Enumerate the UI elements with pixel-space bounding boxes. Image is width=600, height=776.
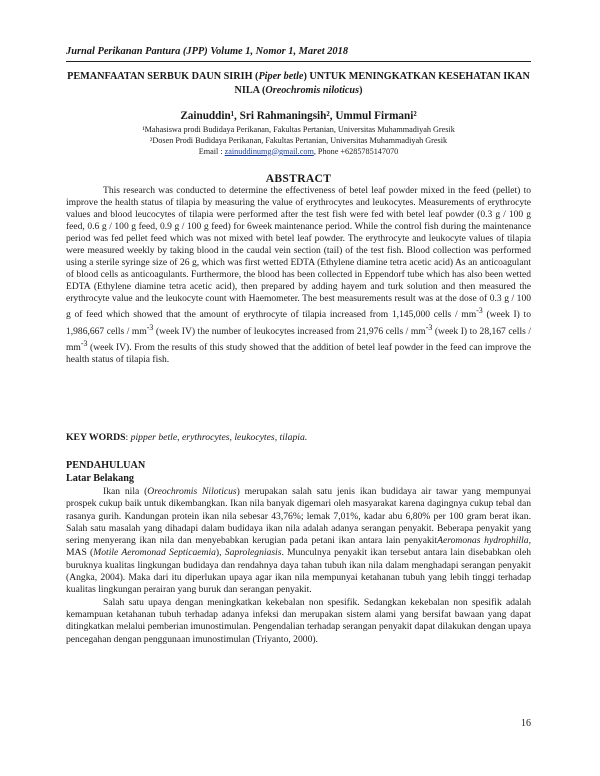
subsection-heading-background: Latar Belakang [66, 473, 135, 484]
affiliation-2: ²Dosen Prodi Budidaya Perikanan, Fakultas Pertanian, Universitas Muhammadiyah Gresik [149, 135, 448, 145]
abstract-text-4: (week I) to 28,167 cells / mm [66, 325, 531, 354]
abstract-text-2: (week I) to 1,986,667 cells / mm [66, 309, 531, 337]
email-label: Email : [198, 146, 225, 156]
contact-line [66, 147, 531, 158]
abstract-text-3: (week IV) the number of leukocytes increased from 21,976 cells / mm [153, 325, 426, 337]
p1-text-a: Ikan nila ( [103, 486, 148, 497]
abstract-sup-1: -3 [476, 306, 483, 316]
p1-latin-1: Oreochromis Niloticus [147, 486, 237, 497]
title-part-2: ) UNTUK MENINGKATKAN KESEHATAN IKAN NILA ( [234, 71, 530, 96]
affiliation-1: ¹Mahasiswa prodi Budidaya Perikanan, Fakultas Pertanian, Universitas Muhammadiyah Gresik [142, 125, 455, 134]
title-latin-1: Piper betle [258, 71, 304, 82]
intro-paragraph-1 [66, 486, 531, 597]
abstract-sup-3: -3 [425, 322, 433, 332]
title-latin-2: Oreochromis niloticus [265, 85, 360, 96]
journal-header: Jurnal Perikanan Pantura (JPP) Volume 1, Nomor 1, Maret 2018 [66, 46, 349, 57]
abstract-body [66, 185, 531, 366]
p1-text-e: . Munculnya penyakit ikan tersebut antara lain disebabkan oleh buruknya kualitas lingkungan budidaya dan rendahnya daya tahan tubuh ikan nila dalam menghadapi serangan penyakit (Angka, 2004). Maka dari itu diperlukan upaya agar ikan nila mempunyai ketahanan tubuh yang lebih tinggi terhadap kualitas lingkungan perairan yang buruk dan serangan penyakit. [66, 547, 531, 596]
paper-title [66, 70, 531, 98]
affiliations [66, 125, 531, 157]
p1-text-c: , MAS ( [66, 535, 531, 559]
section-heading-introduction: PENDAHULUAN [66, 460, 146, 471]
abstract-text-5: (week IV). From the results of this study showed that the addition of betel leaf powder in the feed can improve the health status of tilapia fish. [66, 342, 531, 366]
header-rule [66, 61, 531, 62]
phone-text: , Phone +6285785147070 [313, 146, 399, 156]
abstract-text-1: This research was conducted to determine the effectiveness of betel leaf powder mixed in the feed (pellet) to improve the health status of tilapia by measuring the value of erythrocytes and leukocytes. Measurements of erythrocyte values and blood leucocytes of tilapia were performed after the test fish were fed with betel leaf powder (0.3 g / 100 g feed, 0.6 g / 100 g feed, 0.9 g / 100 g feed) for 6week maintenance period. While the control fish during the maintenance period was fed pellet feed which was not mixed with betel leaf powder. The erythrocyte and leukocyte values of tilapia were measured weekly by taking blood in the caudal vein section (tail) of the test fish. Blood collection was performed using a sterile syringe size of 26 g, which was first wetted EDTA (Ethylene diamine tetra acetic acid) As an anticoagulant of blood cells as anticoagulants. Furthermore, the blood has been collected in Eppendorf tube which has also been wetted EDTA (Ethylene diamine tetra acetic acid), then prepared by adding hayem and turk solution and then measured the erythrocyte value and the leukocyte count with Haemometer. The best measurements result was at the dose of 0.3 g / 100 g of feed which showed that the amount of erythrocyte of tilapia increased from 1,145,000 cells / mm [66, 185, 531, 321]
abstract-sup-4: -3 [80, 338, 88, 348]
introduction-body [66, 486, 531, 646]
keywords-label: KEY WORDS [66, 432, 126, 443]
email-link[interactable]: zainuddinumg@gmail.com [224, 146, 314, 156]
keywords: KEY WORDS: pipper betle, erythrocytes, leukocytes, tilapia. [66, 432, 308, 443]
title-part-1: PEMANFAATAN SERBUK DAUN SIRIH ( [67, 71, 259, 82]
intro-paragraph-2: Salah satu upaya dengan meningkatkan kekebalan non spesifik. Sedangkan kekebalan non spesifik adalah kemampuan ketahanan tubuh terhadap adanya infeksi dan merupakan sistem alami yang bersifat bawaan yang dapat ditingkatkan melalui pemberian imunostimulan. Pengendalian terhadap serangan penyakit dapat dilakukan dengan upaya pencegahan dengan penggunaan imunostimulan (Triyanto, 2000). [66, 596, 531, 645]
p1-latin-2: Aeromonas hydrophilla [437, 535, 529, 547]
keywords-value: pipper betle, erythrocytes, leukocytes, tilapia. [130, 432, 308, 443]
p1-text-b: ) merupakan salah satu jenis ikan budidaya air tawar yang mempunyai prospek cukup baik untuk dikembangkan. Ikan nila banyak digemari oleh masyarakat karena dagingnya cukup tebal dan rasanya gurih. Kandungan protein ikan nila sebesar 43,76%; lemak 7,01%, kadar abu 6,80% per 100 gram berat ikan. Salah satu masalah yang dihadapi dalam budidaya ikan nila adalah adanya serangan penyakit. Beberapa penyakit yang sering menyerang ikan nila dan menyebabkan kerugian pada petani ikan antara lain penyakit [66, 486, 531, 547]
title-part-3: ) [359, 85, 363, 96]
page-number: 16 [521, 718, 531, 729]
p1-latin-3: Motile Aeromonad Septicaemia [93, 547, 216, 559]
p1-latin-4: Saprolegniasis [224, 547, 282, 559]
abstract-heading: ABSTRACT [265, 172, 332, 185]
abstract-sup-2: -3 [146, 322, 154, 332]
p1-text-d: ), [215, 547, 225, 559]
author-list: Zainuddin¹, Sri Rahmaningsih², Ummul Firmani² [180, 110, 417, 122]
